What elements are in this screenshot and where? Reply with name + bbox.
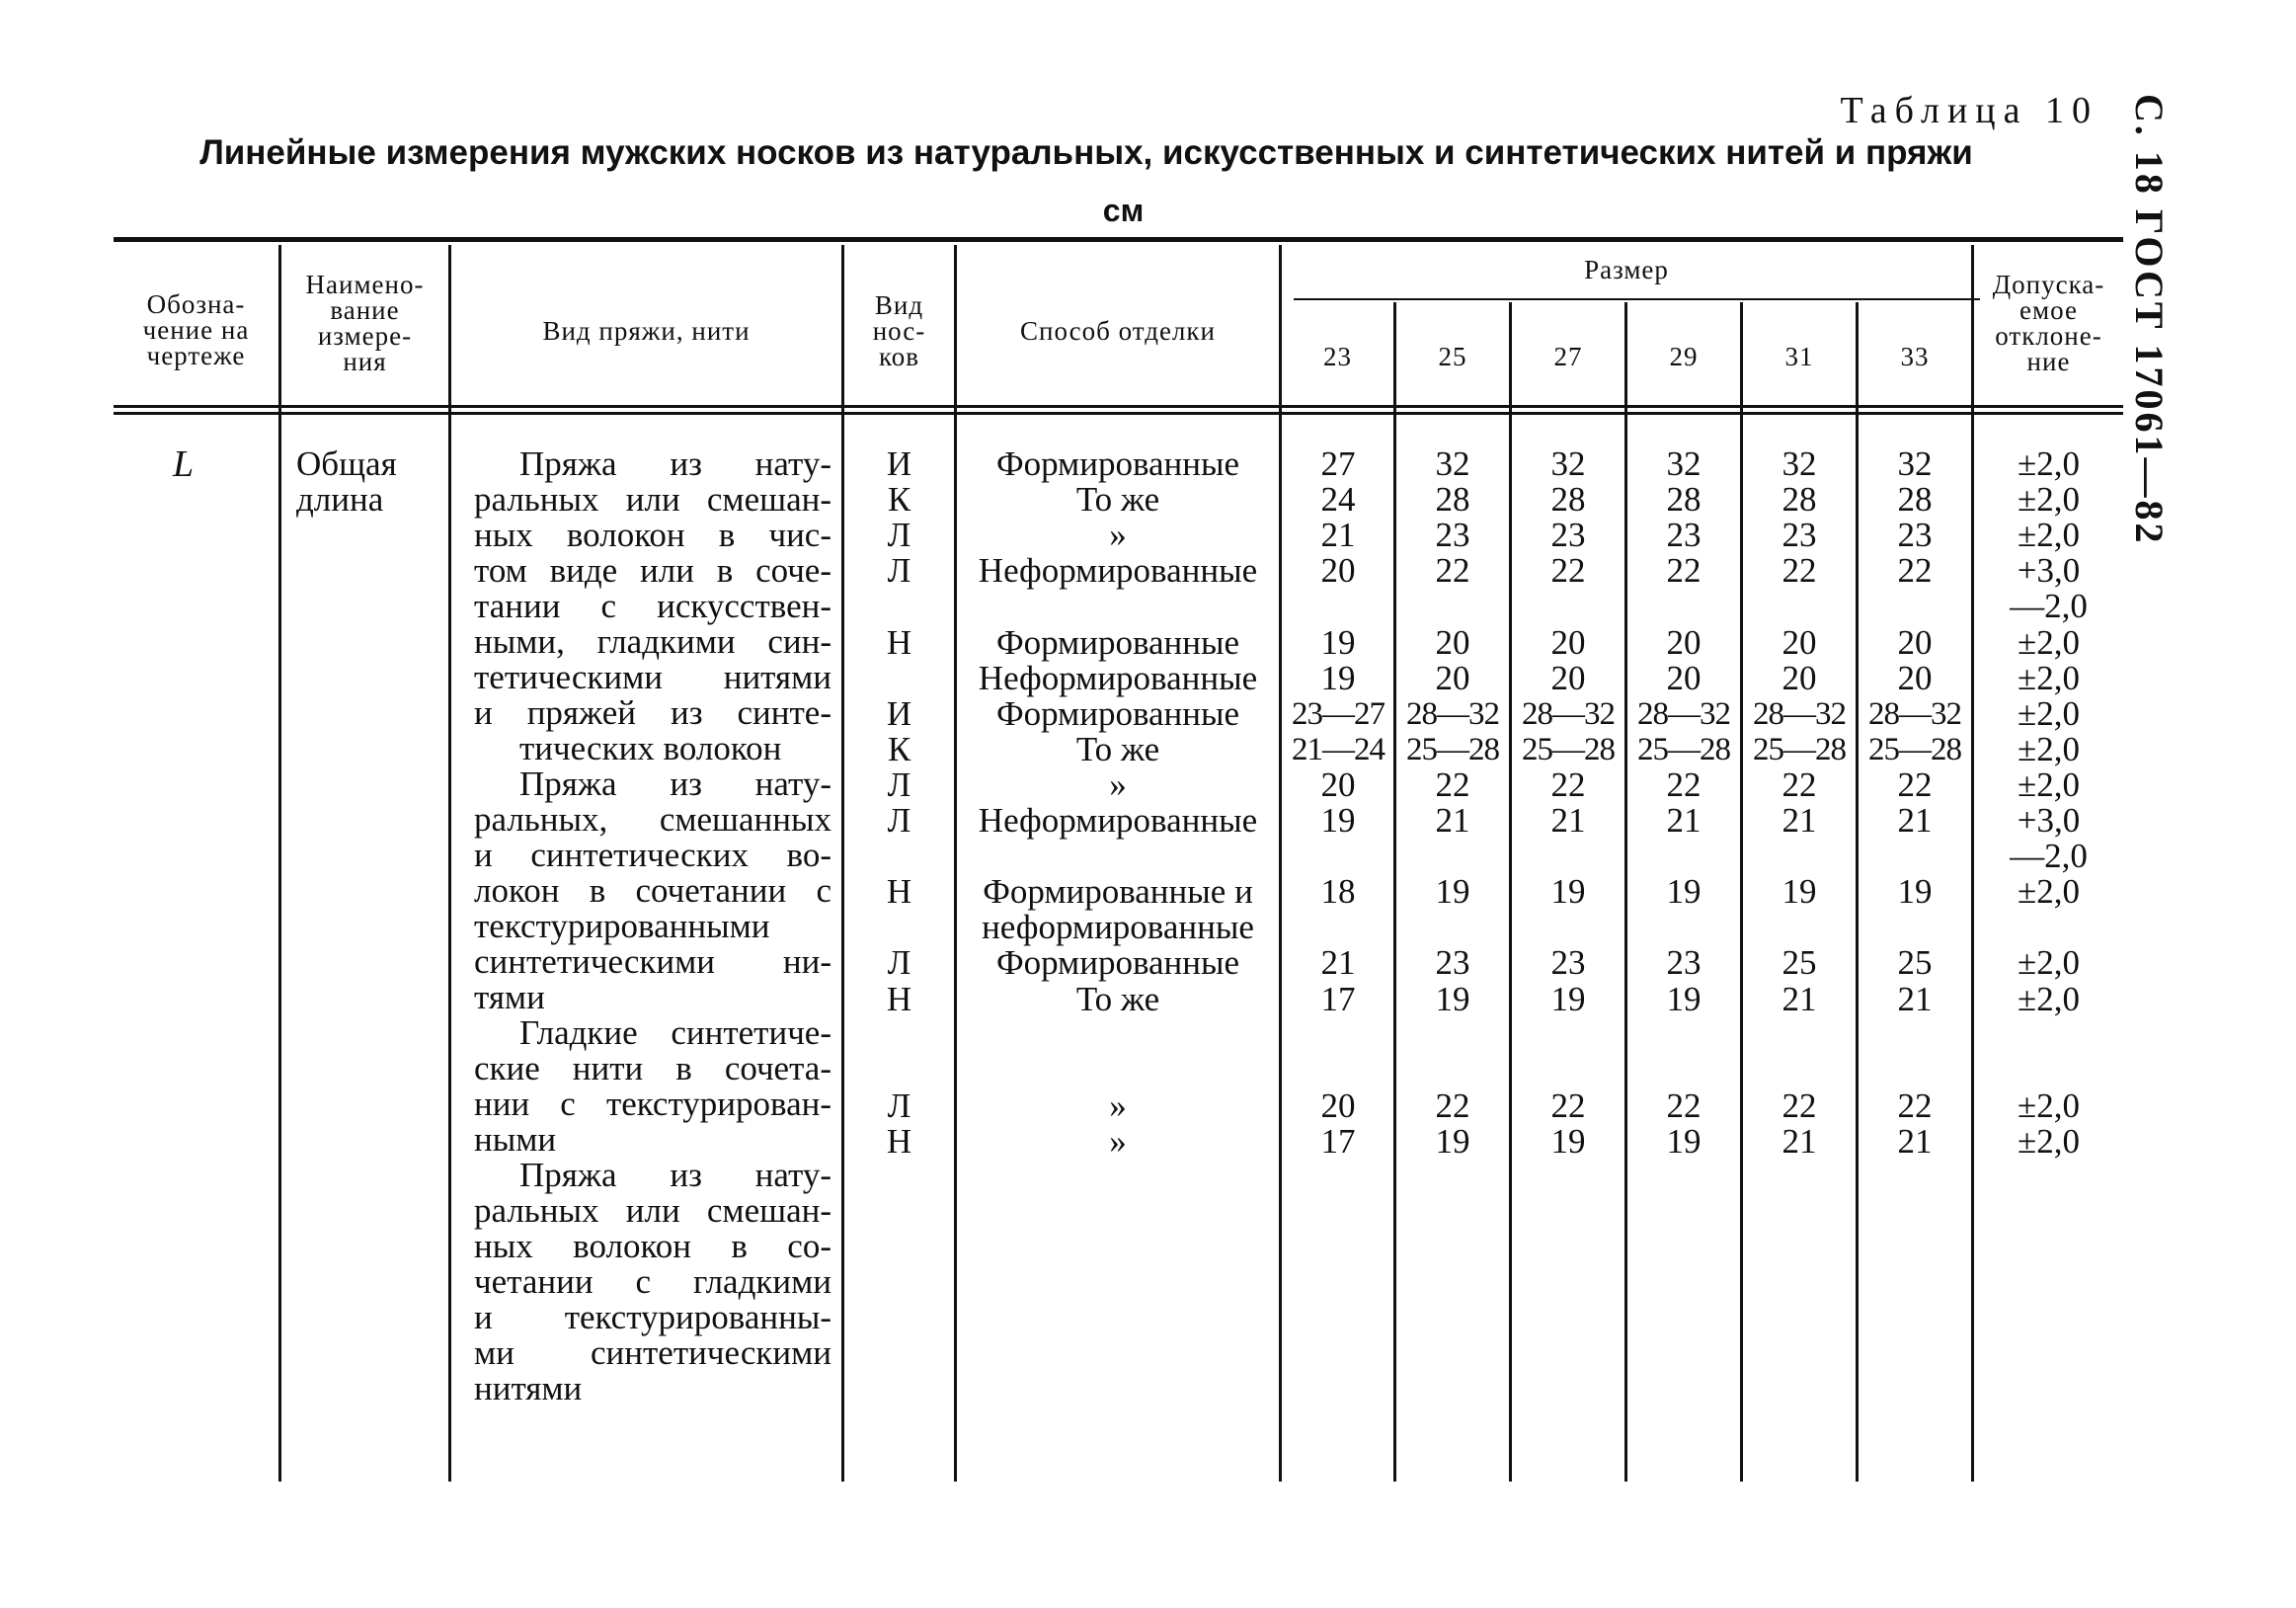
col-rule	[841, 245, 844, 1482]
tolerance-cell: +3,0	[2017, 801, 2081, 840]
size-value-cell: 19	[1897, 872, 1933, 912]
size-value-cell: 19	[1666, 979, 1702, 1018]
finish-cell: Формированные	[995, 444, 1240, 483]
size-value-cell: 22	[1550, 1085, 1586, 1125]
tolerance-cell: —2,0	[2010, 587, 2088, 626]
size-value-cell: 25	[1781, 943, 1817, 983]
tolerance-cell: ±2,0	[2018, 516, 2080, 555]
finish-cell: Формированные	[995, 943, 1240, 983]
yarn-group: Пряжа из нату- ральных или смешан- ных волокон в чис- том виде или в соче- тании с искусствен- ными, гладкими син- тетическими нитями и пряжей из синте- тических волокон	[474, 444, 831, 767]
size-value-cell: 32	[1781, 444, 1817, 483]
size-value-cell: 22	[1666, 551, 1702, 591]
header-rule-2	[114, 412, 2123, 415]
measurement-name: Общая длина	[296, 444, 397, 519]
tolerance-cell: ±2,0	[2018, 622, 2080, 662]
size-value-cell: 23	[1897, 516, 1933, 555]
size-value-cell: 21	[1781, 979, 1817, 1018]
finish-cell: То же	[1075, 729, 1160, 768]
sock-type-cell: Н	[886, 872, 912, 912]
header-size-group: Размер	[1584, 255, 1669, 284]
size-value-cell: 20	[1897, 658, 1933, 697]
size-value-cell: 20	[1666, 658, 1702, 697]
header-tolerance: Допуска- емое отклоне- ние	[1992, 270, 2105, 376]
size-value-cell: 20	[1435, 658, 1470, 697]
size-value-cell: 32	[1897, 444, 1933, 483]
finish-cell: Неформированные	[978, 801, 1258, 840]
sock-type-cell: Л	[887, 1085, 911, 1125]
size-value-cell: 23	[1550, 943, 1586, 983]
table-top-rule	[114, 237, 2123, 242]
size-value-cell: 22	[1897, 764, 1933, 804]
size-value-cell: 19	[1550, 872, 1586, 912]
size-value-cell: 17	[1320, 1121, 1356, 1161]
size-value-cell: 28	[1550, 480, 1586, 520]
size-value-cell: 23	[1435, 516, 1470, 555]
size-value-cell: 19	[1320, 801, 1356, 840]
size-value-cell: 22	[1781, 551, 1817, 591]
tolerance-cell: +3,0	[2017, 551, 2081, 591]
table-unit: см	[1102, 193, 1145, 228]
size-value-cell: 20	[1320, 764, 1356, 804]
size-value-cell: 22	[1666, 764, 1702, 804]
size-value-cell: 28	[1897, 480, 1933, 520]
size-value-cell: 19	[1435, 872, 1470, 912]
sock-type-cell: Л	[887, 943, 911, 983]
sock-type-cell: К	[887, 480, 911, 520]
size-value-cell: 20	[1550, 622, 1586, 662]
size-value-cell: 23	[1550, 516, 1586, 555]
size-value-cell: 18	[1320, 872, 1356, 912]
size-value-cell: 22	[1435, 551, 1470, 591]
sock-type-cell: Н	[886, 1121, 912, 1161]
finish-cell: Формированные и	[983, 872, 1253, 912]
size-value-cell: 19	[1666, 1121, 1702, 1161]
sock-type-cell: К	[887, 729, 911, 768]
col-rule	[278, 245, 281, 1482]
size-value-cell: 22	[1435, 764, 1470, 804]
col-rule	[954, 245, 957, 1482]
size-value-cell: 19	[1550, 979, 1586, 1018]
size-value-cell: 17	[1320, 979, 1356, 1018]
size-value-cell: 21	[1320, 943, 1356, 983]
header-rule-1	[114, 405, 2123, 408]
size-value-cell: 22	[1550, 551, 1586, 591]
size-value-cell: 19	[1781, 872, 1817, 912]
finish-cell: »	[1109, 516, 1127, 555]
finish-cell: неформированные	[982, 908, 1254, 947]
sock-type-cell: И	[886, 444, 912, 483]
size-value-cell: 23	[1781, 516, 1817, 555]
sock-type-cell: Л	[887, 551, 911, 591]
sock-type-cell: Н	[886, 979, 912, 1018]
finish-cell: »	[1109, 1085, 1127, 1125]
finish-cell: Неформированные	[978, 551, 1258, 591]
size-value-cell: 28—32	[1522, 695, 1615, 732]
size-value-cell: 25—28	[1522, 731, 1615, 767]
finish-cell: »	[1109, 764, 1127, 804]
yarn-group: Гладкие синтетиче- ские нити в сочета- нии с текстурирован- ными	[474, 1013, 831, 1159]
finish-cell: То же	[1075, 979, 1160, 1018]
sock-type-cell: Н	[886, 622, 912, 662]
size-value-cell: 28	[1781, 480, 1817, 520]
finish-cell: Формированные	[995, 693, 1240, 733]
size-value-cell: 20	[1320, 551, 1356, 591]
size-group-rule	[1294, 298, 1980, 300]
header-size: 23	[1323, 342, 1352, 371]
tolerance-cell: ±2,0	[2018, 1121, 2080, 1161]
size-value-cell: 19	[1435, 979, 1470, 1018]
col-rule	[448, 245, 451, 1482]
size-value-cell: 21	[1897, 1121, 1933, 1161]
size-value-cell: 22	[1550, 764, 1586, 804]
size-value-cell: 25—28	[1868, 731, 1961, 767]
tolerance-cell: ±2,0	[2018, 444, 2080, 483]
size-value-cell: 22	[1897, 1085, 1933, 1125]
size-value-cell: 21	[1897, 801, 1933, 840]
size-value-cell: 28—32	[1406, 695, 1499, 732]
tolerance-cell: ±2,0	[2018, 943, 2080, 983]
size-value-cell: 25—28	[1406, 731, 1499, 767]
size-value-cell: 21	[1666, 801, 1702, 840]
tolerance-cell: ±2,0	[2018, 693, 2080, 733]
size-value-cell: 28	[1666, 480, 1702, 520]
header-size: 29	[1669, 342, 1699, 371]
size-value-cell: 19	[1320, 622, 1356, 662]
finish-cell: То же	[1075, 480, 1160, 520]
finish-cell: »	[1109, 1121, 1127, 1161]
size-value-cell: 21	[1550, 801, 1586, 840]
size-value-cell: 23	[1435, 943, 1470, 983]
header-yarn-type: Вид пряжи, нити	[542, 316, 751, 346]
header-size: 25	[1438, 342, 1467, 371]
header-finish: Способ отделки	[1020, 316, 1216, 346]
size-value-cell: 19	[1550, 1121, 1586, 1161]
size-value-cell: 20	[1320, 1085, 1356, 1125]
size-value-cell: 27	[1320, 444, 1356, 483]
size-value-cell: 21	[1320, 516, 1356, 555]
tolerance-cell: ±2,0	[2018, 1085, 2080, 1125]
table-title: Линейные измерения мужских носков из натуральных, искусственных и синтетических нитей и пряжи	[199, 133, 1973, 172]
yarn-group: Пряжа из нату- ральных, смешанных и синтетических во- локон в сочетании с текстурированными синтетическими ни- тями	[474, 764, 831, 1016]
sock-type-cell: И	[886, 693, 912, 733]
header-designation: Обозна- чение на чертеже	[142, 289, 250, 370]
size-value-cell: 24	[1320, 480, 1356, 520]
size-value-cell: 21	[1435, 801, 1470, 840]
col-rule	[1279, 245, 1282, 1482]
size-value-cell: 22	[1435, 1085, 1470, 1125]
table-number: Таблица 10	[1840, 90, 2098, 131]
size-value-cell: 28—32	[1868, 695, 1961, 732]
size-value-cell: 19	[1320, 658, 1356, 697]
size-value-cell: 23—27	[1292, 695, 1385, 732]
tolerance-cell: ±2,0	[2018, 872, 2080, 912]
size-value-cell: 32	[1435, 444, 1470, 483]
tolerance-cell: ±2,0	[2018, 729, 2080, 768]
size-value-cell: 22	[1781, 764, 1817, 804]
header-size: 33	[1900, 342, 1930, 371]
size-value-cell: 22	[1666, 1085, 1702, 1125]
size-value-cell: 21	[1781, 801, 1817, 840]
size-value-cell: 28—32	[1753, 695, 1846, 732]
finish-cell: Неформированные	[978, 658, 1258, 697]
size-value-cell: 20	[1550, 658, 1586, 697]
header-size: 31	[1784, 342, 1814, 371]
header-sock-type: Вид нос- ков	[872, 290, 926, 371]
sock-type-cell: Л	[887, 801, 911, 840]
size-value-cell: 23	[1666, 516, 1702, 555]
size-value-cell: 19	[1666, 872, 1702, 912]
size-value-cell: 20	[1666, 622, 1702, 662]
size-value-cell: 20	[1435, 622, 1470, 662]
tolerance-cell: ±2,0	[2018, 979, 2080, 1018]
page-label: С. 18 ГОСТ 17061—82	[2127, 94, 2172, 546]
size-value-cell: 22	[1781, 1085, 1817, 1125]
designation-symbol: L	[173, 443, 195, 485]
header-measurement-name: Наимено- вание измере- ния	[305, 270, 425, 376]
size-value-cell: 23	[1666, 943, 1702, 983]
header-size: 27	[1553, 342, 1583, 371]
tolerance-cell: ±2,0	[2018, 480, 2080, 520]
size-value-cell: 32	[1550, 444, 1586, 483]
finish-cell: Формированные	[995, 622, 1240, 662]
size-value-cell: 21	[1781, 1121, 1817, 1161]
sock-type-cell: Л	[887, 516, 911, 555]
size-value-cell: 19	[1435, 1121, 1470, 1161]
size-value-cell: 28	[1435, 480, 1470, 520]
tolerance-cell: ±2,0	[2018, 764, 2080, 804]
size-value-cell: 20	[1781, 658, 1817, 697]
size-value-cell: 25	[1897, 943, 1933, 983]
size-value-cell: 20	[1897, 622, 1933, 662]
measurement-table	[114, 237, 2123, 1482]
size-value-cell: 20	[1781, 622, 1817, 662]
size-value-cell: 28—32	[1637, 695, 1730, 732]
size-value-cell: 32	[1666, 444, 1702, 483]
tolerance-cell: ±2,0	[2018, 658, 2080, 697]
sock-type-cell: Л	[887, 764, 911, 804]
tolerance-cell: —2,0	[2010, 837, 2088, 876]
size-value-cell: 22	[1897, 551, 1933, 591]
yarn-group: Пряжа из нату- ральных или смешан- ных волокон в со- четании с гладкими и текстурированны- ми синтетическими нитями	[474, 1156, 831, 1407]
size-value-cell: 21—24	[1292, 731, 1385, 767]
size-value-cell: 25—28	[1637, 731, 1730, 767]
size-value-cell: 25—28	[1753, 731, 1846, 767]
size-value-cell: 21	[1897, 979, 1933, 1018]
